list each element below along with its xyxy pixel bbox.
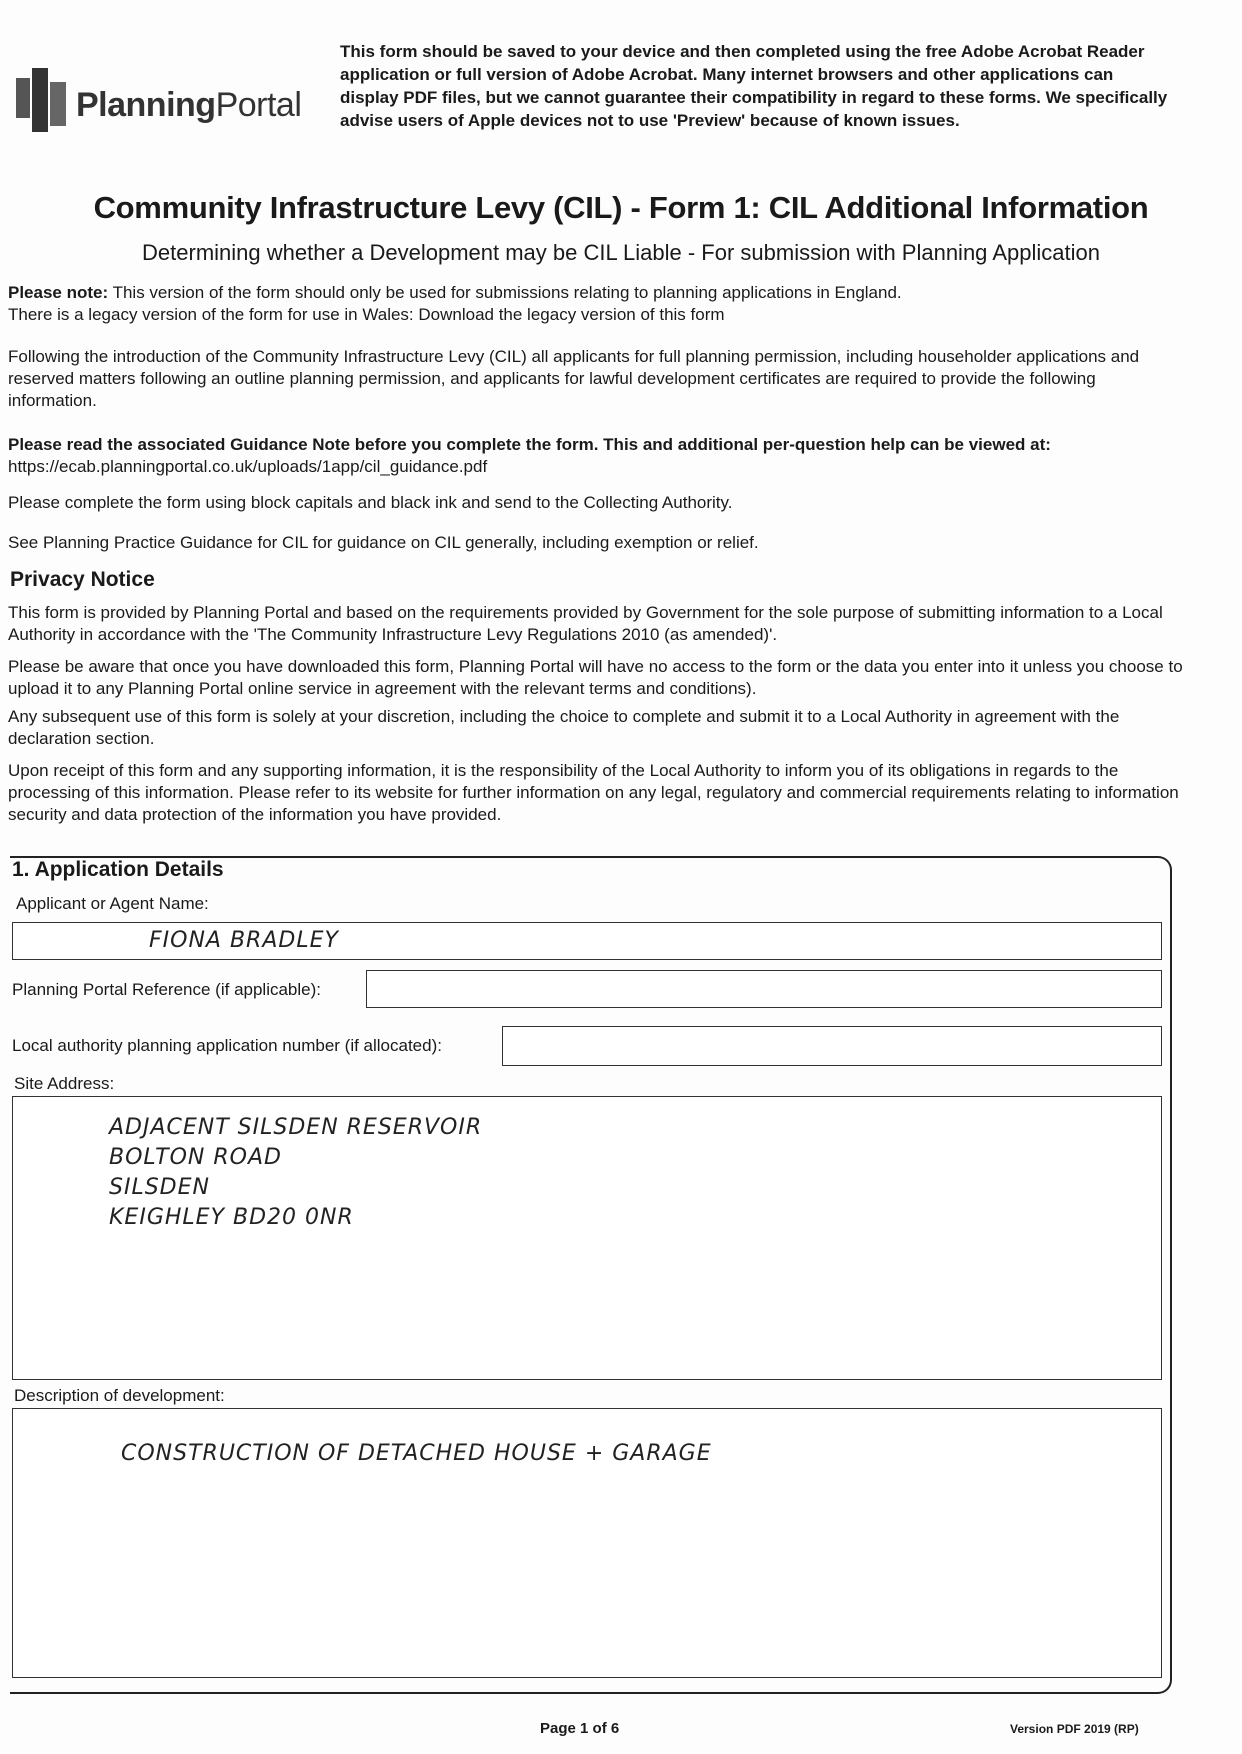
guidance-url-link[interactable]: https://ecab.planningportal.co.uk/uploads/1app/cil_guidance.pdf	[8, 457, 488, 476]
applicant-name-label: Applicant or Agent Name:	[16, 894, 209, 913]
site-address-value	[109, 1115, 482, 1235]
version-label: Version PDF 2019 (RP)	[1010, 1722, 1139, 1736]
privacy-heading: Privacy Notice	[10, 568, 155, 591]
privacy-paragraph-4: Upon receipt of this form and any supporting information, it is the responsibility of the Local Authority to inform you of its obligations in regards to the processing of this information. Please refer to its website for further information on any legal, regulatory and commercial requirements relating to information security and data protection of the information you have provided.	[8, 761, 1179, 824]
following-paragraph: Following the introduction of the Community Infrastructure Levy (CIL) all applicants for full planning permission, including householder applications and reserved matters following an outline planning permission, and applicants for lawful development certificates are required to provide the following information.	[8, 347, 1140, 410]
la-number-label: Local authority planning application number (if allocated):	[12, 1036, 442, 1055]
description-value: CONSTRUCTION OF DETACHED HOUSE + GARAGE	[121, 1441, 712, 1466]
planning-practice-guidance: See Planning Practice Guidance for CIL for guidance on CIL generally, including exemption or relief.	[8, 533, 759, 552]
site-address-line-3: SILSDEN	[109, 1175, 210, 1200]
block-capitals-instruction: Please complete the form using block capitals and black ink and send to the Collecting Authority.	[8, 493, 733, 512]
la-number-field[interactable]	[502, 1026, 1162, 1066]
page-number: Page 1 of 6	[540, 1720, 620, 1737]
privacy-paragraph-2: Please be aware that once you have downloaded this form, Planning Portal will have no access to the form or the data you enter into it unless you choose to upload it to any Planning Portal online service in agreement with the relevant terms and conditions).	[8, 657, 1183, 698]
description-field[interactable]	[12, 1408, 1162, 1678]
section-1-title: 1. Application Details	[12, 858, 224, 881]
wales-legacy-line: There is a legacy version of the form for use in Wales: Download the legacy version of this form	[8, 305, 725, 324]
form-subtitle: Determining whether a Development may be CIL Liable - For submission with Planning Application	[142, 240, 1100, 265]
pp-reference-field[interactable]	[366, 970, 1162, 1008]
site-address-line-2: BOLTON ROAD	[109, 1145, 282, 1170]
please-note: Please note: This version of the form should only be used for submissions relating to planning applications in England.	[8, 283, 902, 302]
planning-portal-logo-icon	[14, 66, 70, 136]
software-notice: This form should be saved to your device and then completed using the free Adobe Acrobat Reader application or full version of Adobe Acrobat. Many internet browsers and other applications can display PDF files, but we cannot guarantee their compatibility in regard to these forms. We specifically advise users of Apple devices not to use 'Preview' because of known issues.	[340, 42, 1168, 130]
guidance-note: Please read the associated Guidance Note before you complete the form. This and additional per-question help can be viewed at:	[8, 435, 1051, 454]
applicant-name-field[interactable]	[12, 922, 1162, 960]
site-address-line-1: ADJACENT SILSDEN RESERVOIR	[109, 1115, 483, 1140]
privacy-paragraph-1: This form is provided by Planning Portal and based on the requirements provided by Government for the sole purpose of submitting information to a Local Authority in accordance with the 'The Community Infrastructure Levy Regulations 2010 (as amended)'.	[8, 603, 1163, 644]
applicant-name-value: FIONA BRADLEY	[149, 928, 339, 953]
site-address-line-4: KEIGHLEY BD20 0NR	[109, 1205, 354, 1230]
privacy-paragraph-3: Any subsequent use of this form is solely at your discretion, including the choice to complete and submit it to a Local Authority in agreement with the declaration section.	[8, 707, 1120, 748]
planning-portal-logo-text: PlanningPortal	[76, 86, 302, 124]
description-label: Description of development:	[14, 1386, 225, 1405]
pp-reference-label: Planning Portal Reference (if applicable):	[12, 980, 322, 999]
form-title: Community Infrastructure Levy (CIL) - Form 1: CIL Additional Information	[93, 190, 1149, 225]
site-address-label: Site Address:	[14, 1074, 115, 1093]
site-address-field[interactable]	[12, 1096, 1162, 1380]
